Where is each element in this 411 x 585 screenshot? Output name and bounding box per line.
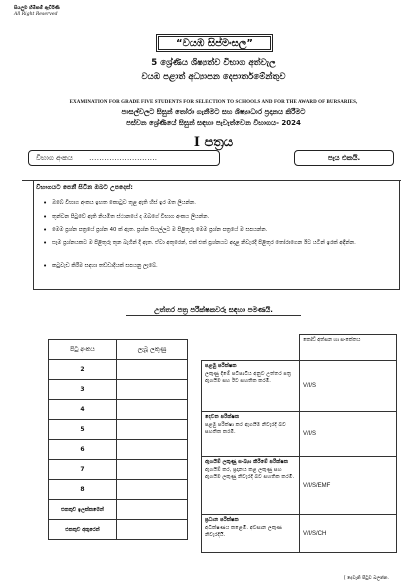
marks-cell[interactable] — [117, 420, 188, 440]
instruction-item: • තුන්වන පිටුවේ ඇති නියමිත ස්ථානයේ ද ඔබගේ විභාග අංකය ලියන්න. — [52, 213, 388, 221]
code-signature-header: කෝඩ් අත්සන හා සංකේතය — [300, 335, 397, 361]
examiner-title: ඇගයීම් ලකුණු සංඛ්‍යා කිරීමේ පරීක්ෂක — [205, 459, 289, 465]
exam-paper-page — [8, 4, 401, 579]
page-number: 6 — [49, 440, 117, 460]
index-number-box[interactable] — [28, 150, 220, 166]
department-title: වයඹ පළාත් අධ්‍යාපන දෙපාර්තමේන්තුව — [141, 72, 286, 82]
instruction-item: • මෙම ප්‍රශ්න පත්‍රයේ ප්‍රශ්න 40 ක් ඇත. ප්‍රශ්න සියල්ලට ම පිළිතුරු මෙම ප්‍රශ්න පත්‍රයේ ම සපයන්න. — [52, 226, 388, 234]
copyright-notice — [14, 6, 60, 18]
examiner-signature-table — [201, 334, 397, 553]
examiner-title: පළමු පරීක්ෂක — [205, 363, 237, 369]
exam-purpose-title: පාසල්වලට සිසුන් තෝරා ගැනීමට සහ ශිෂ්‍යාධාර ප්‍රදානය කිරීමට — [121, 108, 306, 116]
instruction-item: • ඔබේ විභාග අංකය ඉහත කොටුව තුළ ඇති හිස් ඉර මත ලියන්න. — [52, 199, 388, 207]
examiner-desc: පළමු පරීක්ෂා කර ඇගයීම නිවැරදි බව සහතික කරමි. — [205, 422, 286, 435]
paper-number: I පත්‍රය — [193, 135, 234, 150]
turn-page-note: [ දෙවැනි පිටුව බලන්න. — [343, 576, 389, 581]
marks-table — [48, 339, 188, 540]
heading-underline — [126, 315, 301, 316]
page-number: 4 — [49, 400, 117, 420]
page-number: 5 — [49, 420, 117, 440]
instruction-item: • කටුවැඩ කිරීම සඳහා තඩ්ඩාදියක් සපයනු ලැබේ. — [52, 262, 388, 270]
copyright-si: සියලුම හිමිකම් ඇවිරිණි — [14, 6, 60, 11]
blank-header-cell — [202, 335, 300, 361]
marks-cell[interactable] — [117, 460, 188, 480]
marks-header: ලැබූ ලකුණු — [117, 340, 188, 360]
marks-cell[interactable] — [117, 360, 188, 380]
chief-examiner-cell — [202, 515, 300, 553]
exam-series-title: 5 ශ්‍රේණිය ශිෂ්‍යත්ව විභාග අත්වැල — [151, 58, 276, 68]
total-in-words-label: එකතුව අකුරෙන් — [49, 520, 117, 540]
instruction-item: • සෑම ප්‍රශ්නයකට ම පිළිතුරු තුන බැගින් දී ඇත. ඒවා අතුරෙන්, එක් එක් ප්‍රශ්නයට අදාළ නිවැරදි පිළිතුර තෝරාගෙන ඊට යටින් ඉරක් අඳින්න. — [52, 239, 388, 247]
examiner-title: ප්‍රධාන පරීක්ෂක — [205, 517, 239, 523]
page-number: 3 — [49, 380, 117, 400]
total-in-numbers-label: එකතුව ඉලක්කමෙන් — [49, 500, 117, 520]
examiner-section-heading: උත්තර පත්‍ර පරීක්ෂකවරු සඳහා පමණයි. — [154, 306, 273, 314]
page-number-header: පිටු අංකය — [49, 340, 117, 360]
examiner-desc: ලකුණු දීමේ පටිපාටිය අනුව උත්තර පත්‍ර ඇගයීම සහ ඊට සහතික කරමි. — [205, 371, 292, 384]
examiner-code[interactable]: V/I/S — [300, 412, 397, 457]
copyright-en: All Right Reserved — [14, 12, 58, 17]
duration-box — [294, 150, 394, 166]
page-number: 7 — [49, 460, 117, 480]
exam-year-title: පස්වන ශ්‍රේණියේ සිසුන් සඳහා පැවැත්වෙන විභාගය- 2024 — [126, 119, 301, 127]
index-number-label: විභාග අංකය — [36, 154, 73, 162]
marks-cell[interactable] — [117, 400, 188, 420]
total-words-cell[interactable] — [117, 520, 188, 540]
marks-cell[interactable] — [117, 380, 188, 400]
marks-counting-examiner-cell — [202, 457, 300, 515]
total-numbers-cell[interactable] — [117, 500, 188, 520]
instructions-heading: විභාගයට පෙනී සිටින ඔබට උපදෙස්: — [36, 184, 133, 191]
examiner-desc: අධීක්ෂණය කළෙමි. අවසාන ලකුණ නිවැරදියි. — [205, 525, 282, 538]
first-examiner-cell — [202, 361, 300, 412]
marks-cell[interactable] — [117, 480, 188, 500]
page-number: 8 — [49, 480, 117, 500]
examiner-desc: ඇගයීම් කර, ප්‍රදානය කළ ලකුණු සහ ඇගයීම ලකුණු නිවැරදි බව සහතික කරමි. — [205, 467, 295, 480]
second-examiner-cell — [202, 412, 300, 457]
examiner-code[interactable]: V/I/S/EMF — [300, 457, 397, 515]
examiner-code[interactable]: V/I/S/CH — [300, 515, 397, 553]
marks-cell[interactable] — [117, 440, 188, 460]
page-number: 2 — [49, 360, 117, 380]
board-name: “වයඹ සිප්මංසල” — [176, 37, 253, 49]
duration-text: පැය එකයි. — [327, 153, 361, 162]
index-number-blank[interactable]: ........................... — [89, 154, 158, 162]
examiner-code[interactable]: V/I/S — [300, 361, 397, 412]
english-exam-title: EXAMINATION FOR GRADE FIVE STUDENTS FOR SELECTION TO SCHOOLS AND FOR THE AWARD OF BURSARIES, — [69, 100, 358, 105]
board-name-box — [156, 34, 273, 52]
instructions-frame — [33, 180, 400, 290]
examiner-title: දෙවන පරීක්ෂක — [205, 414, 240, 420]
